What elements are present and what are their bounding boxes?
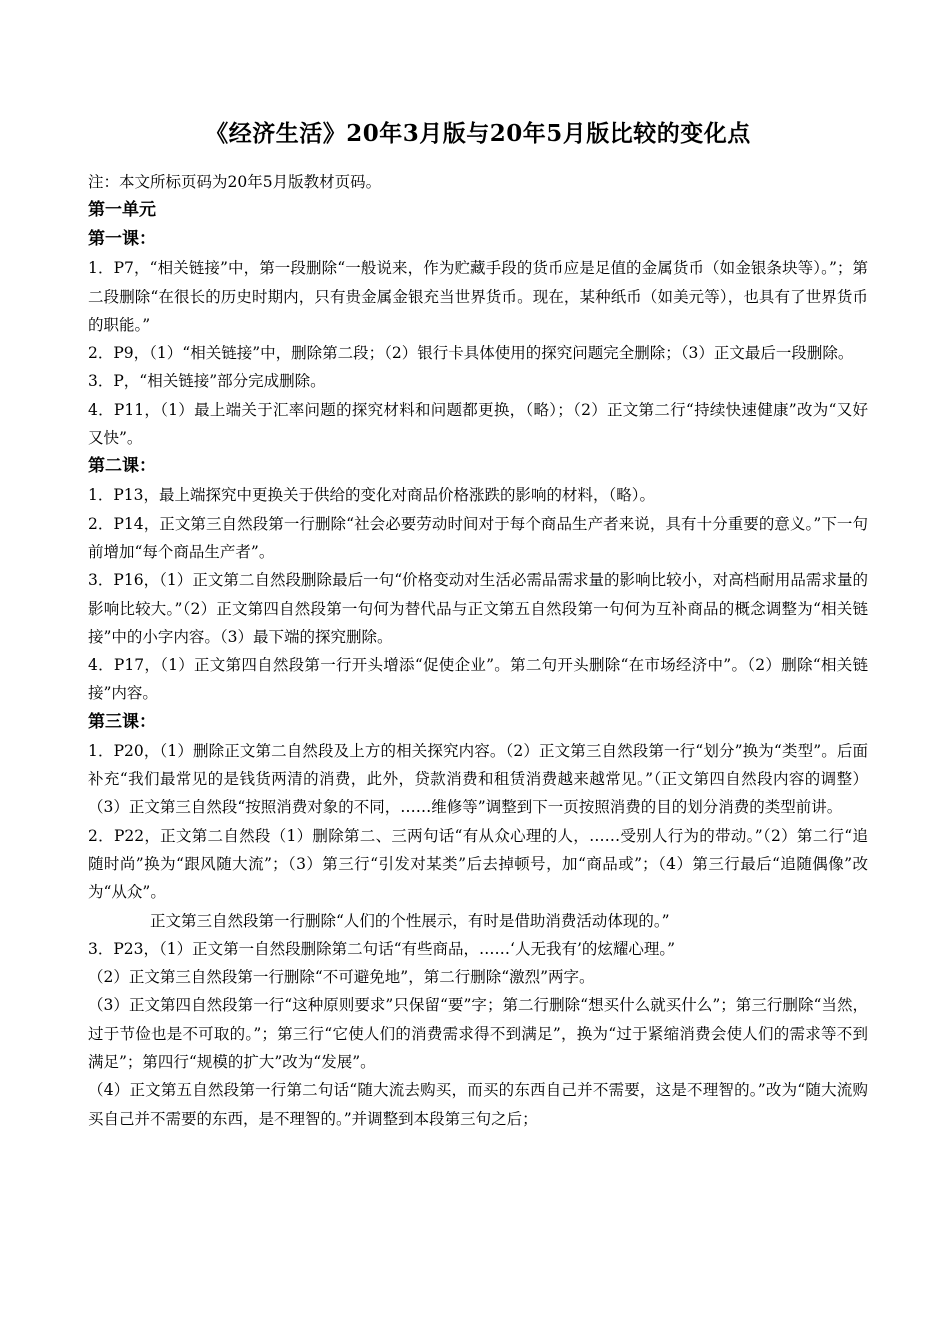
lesson-3-item-1: 1．P20，（1）删除正文第二自然段及上方的相关探究内容。（2）正文第三自然段第一行“划分”换为“类型”。后面补充“我们最常见的是钱货两清的消费，此外，贷款消费和租赁消费越来越常见。”（正文第四自然段内容的调整）（3）正文第三自然段“按照消费对象的不同，……维修等”调整到下一页按照消费的目的划分消费的类型前讲。: [88, 741, 868, 817]
lesson-2-item-3: 3．P16，（1）正文第二自然段删除最后一句“价格变动对生活必需品需求量的影响比较小，对高档耐用品需求量的影响比较大。”（2）正文第四自然段第一句何为替代品与正文第五自然段第一句何为互补商品的概念调整为“相关链接”中的小字内容。（3）最下端的探究删除。: [88, 571, 868, 646]
document-title: 《经济生活》20年3月版与20年5月版比较的变化点: [205, 120, 751, 147]
lesson-2-item-4: 4．P17，（1）正文第四自然段第一行开头增添“促使企业”。第二句开头删除“在市场经济中”。（2）删除“相关链接”内容。: [88, 656, 868, 703]
lesson-2-heading: 第二课：: [88, 456, 156, 477]
lesson-3-item-3-sub-2: （2）正文第三自然段第一行删除“不可避免地”，第二行删除“激烈”两字。: [88, 968, 595, 987]
lesson-3-heading: 第三课：: [88, 711, 156, 732]
lesson-1-heading: 第一课：: [88, 229, 156, 250]
lesson-1-item-1: 1．P7，“相关链接”中，第一段删除“一般说来，作为贮藏手段的货币应是足值的金属货币（如金银条块等）。”；第二段删除“在很长的历史时期内，只有贵金属金银充当世界货币。现在，某种纸币（如美元等），也具有了世界货币的职能。”: [88, 259, 868, 334]
lesson-3-item-2: 2．P22，正文第二自然段（1）删除第二、三两句话“有从众心理的人，……受别人行为的带动。”（2）第二行“追随时尚”换为“跟风随大流”；（3）第三行“引发对某类”后去掉顿号，加“商品或”；（4）第三行最后“追随偶像”改为“从众”。: [88, 826, 868, 902]
lesson-3-item-2-continued: 正文第三自然段第一行删除“人们的个性展示，有时是借助消费活动体现的。”: [150, 911, 670, 930]
unit-heading: 第一单元: [88, 200, 156, 221]
lesson-2-item-2: 2．P14，正文第三自然段第一行删除“社会必要劳动时间对于每个商品生产者来说，具有十分重要的意义。”下一句前增加“每个商品生产者”。: [88, 514, 868, 561]
lesson-3-item-3-sub-3: （3）正文第四自然段第一行“这种原则要求”只保留“要”字；第二行删除“想买什么就买什么”；第三行删除“当然，过于节俭也是不可取的。”；第三行“它使人们的消费需求得不到满足”，换为“过于紧缩消费会使人们的需求等不到满足”；第四行“规模的扩大”改为“发展”。: [88, 996, 868, 1072]
edition-note: 注：本文所标页码为20年5月版教材页码。: [88, 173, 382, 191]
lesson-1-item-4: 4．P11，（1）最上端关于汇率问题的探究材料和问题都更换，（略）；（2）正文第二行“持续快速健康”改为“又好又快”。: [88, 400, 868, 448]
lesson-1-item-2: 2．P9，（1）“相关链接”中，删除第二段；（2）银行卡具体使用的探究问题完全删除；（3）正文最后一段删除。: [88, 344, 854, 363]
lesson-3-item-3-sub-4: （4）正文第五自然段第一行第二句话“随大流去购买，而买的东西自己并不需要，这是不理智的。”改为“随大流购买自己并不需要的东西，是不理智的。”并调整到本段第三句之后；: [88, 1081, 868, 1128]
lesson-2-item-1: 1．P13，最上端探究中更换关于供给的变化对商品价格涨跌的影响的材料，（略）。: [88, 486, 656, 505]
lesson-1-item-3: 3．P，“相关链接”部分完成删除。: [88, 372, 326, 391]
lesson-3-item-3: 3．P23，（1）正文第一自然段删除第二句话“有些商品，……‘人无我有’的炫耀心理。”: [88, 939, 676, 958]
